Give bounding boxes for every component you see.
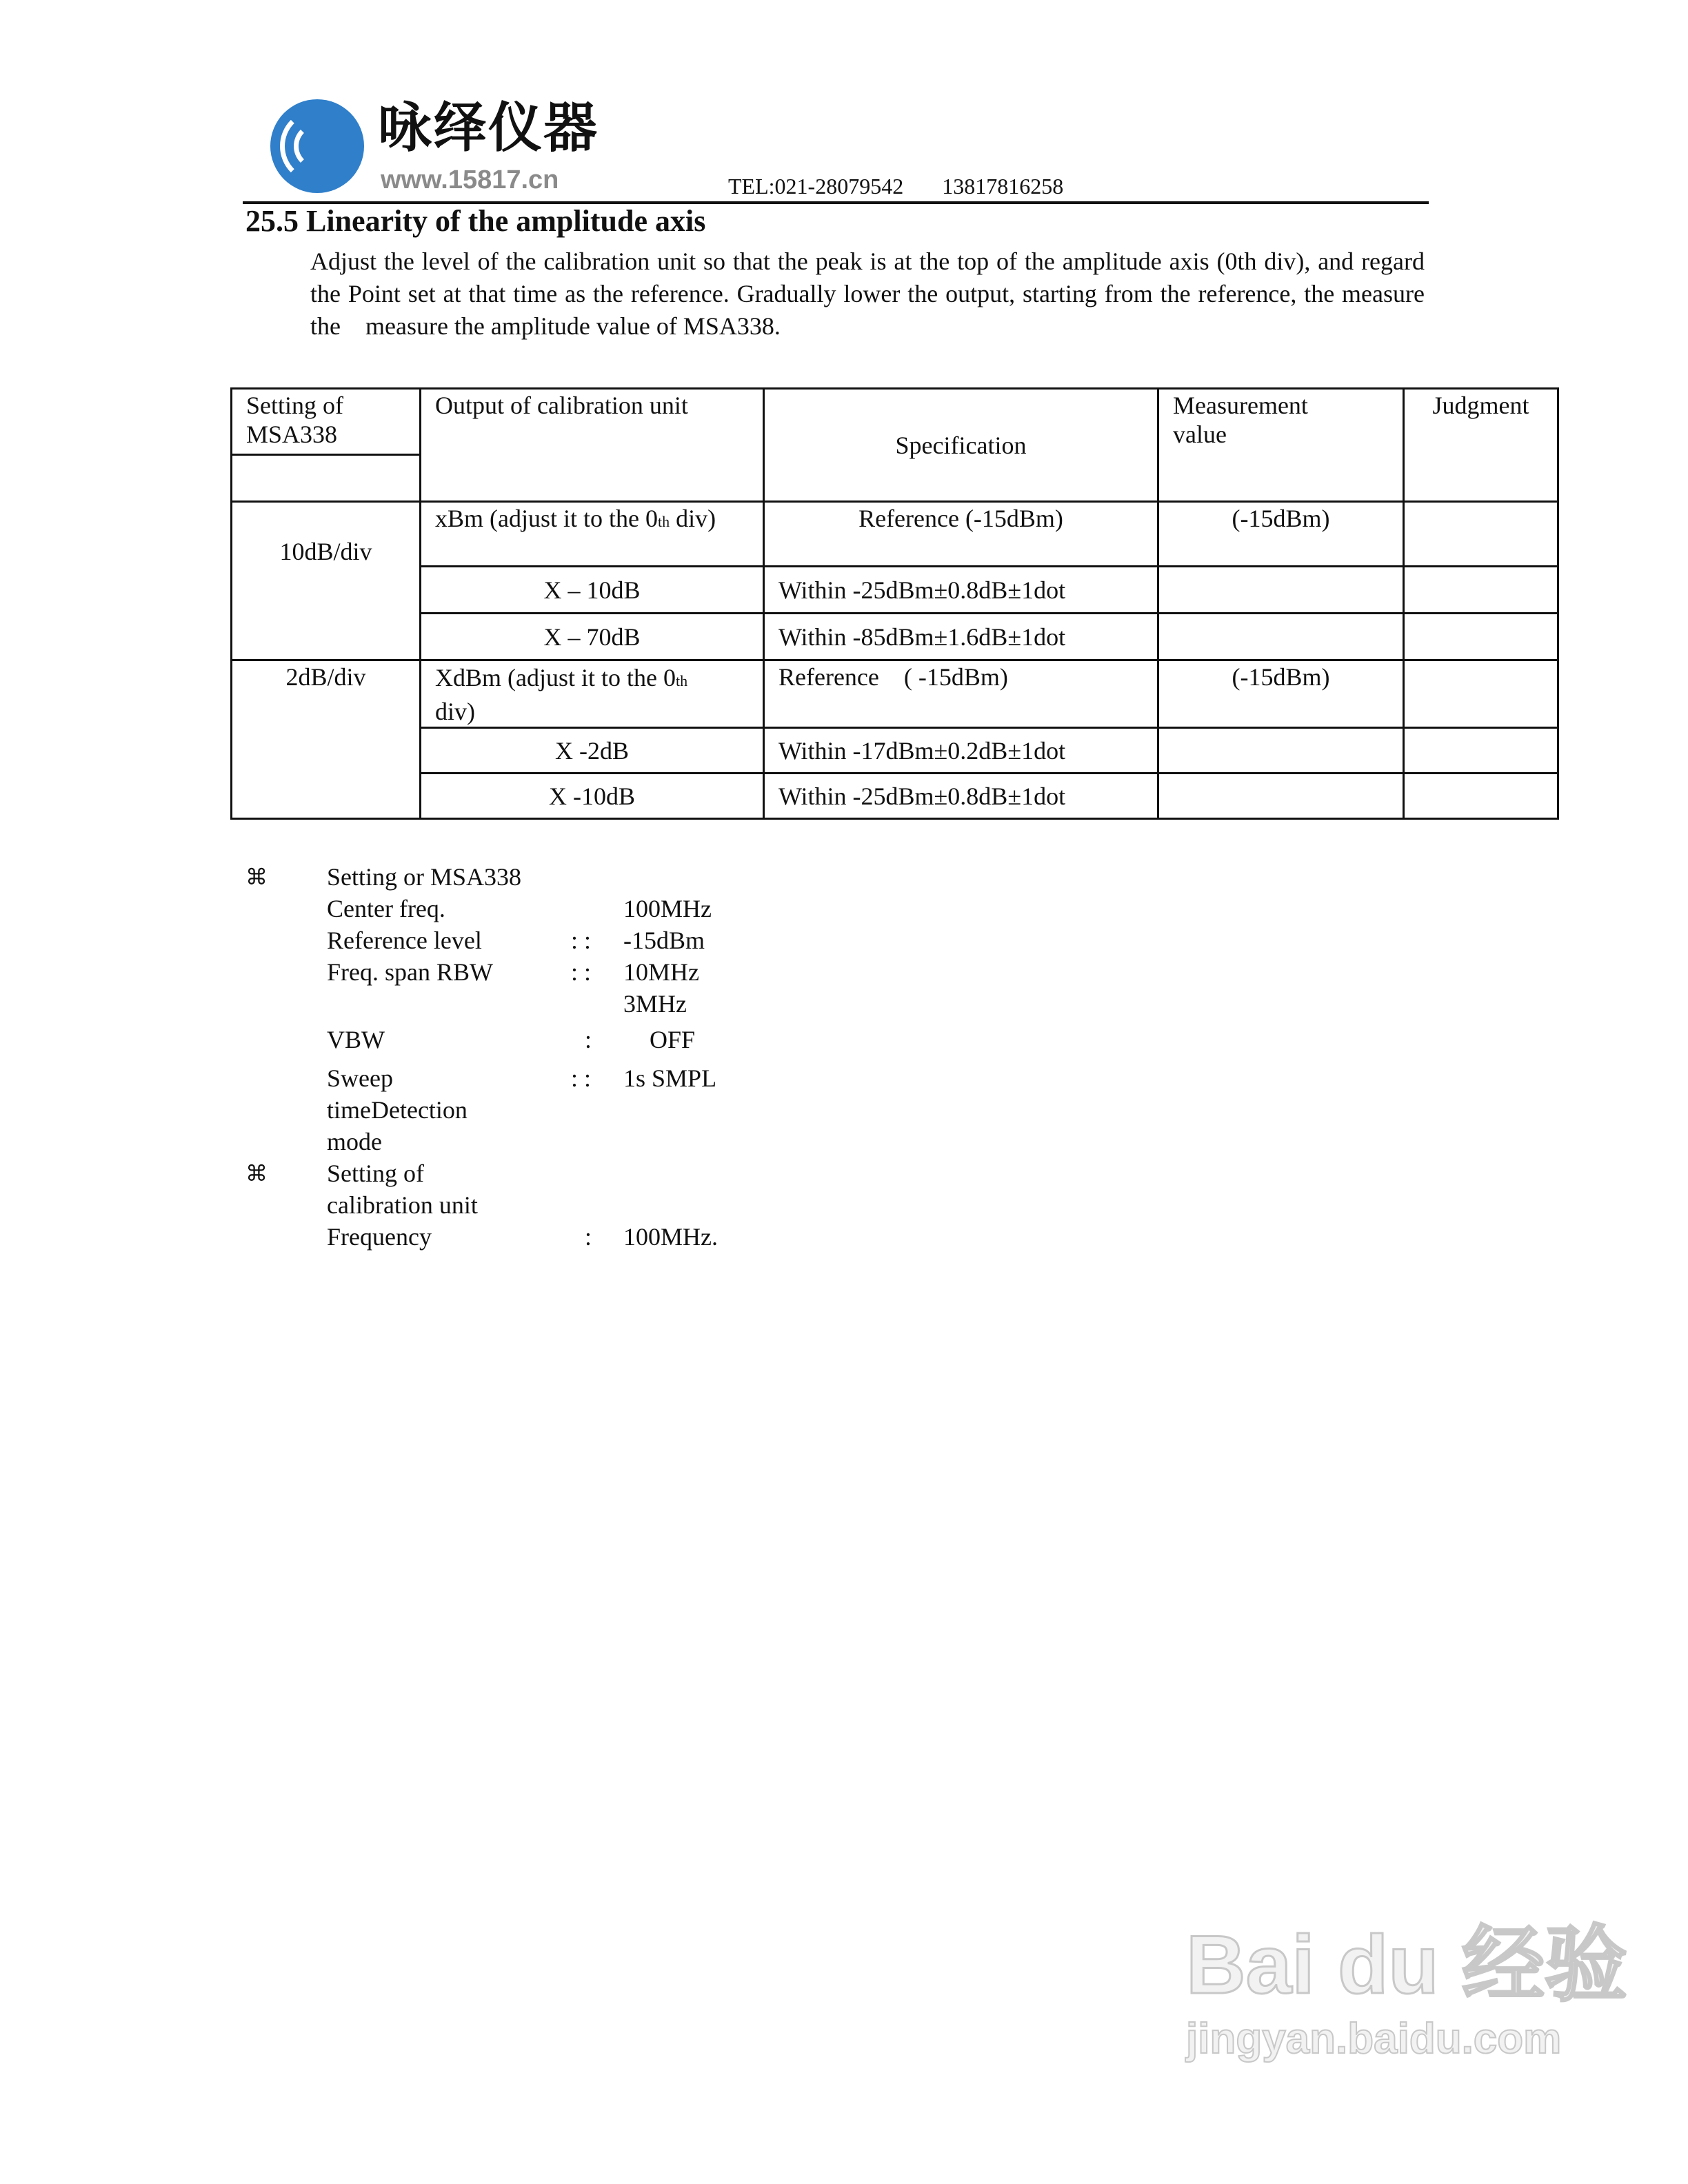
- note-sep: : :: [571, 1064, 592, 1092]
- baidu-watermark: [1186, 1917, 1627, 2065]
- note-value: -15dBm: [623, 927, 705, 954]
- watermark-url: jingyan.baidu.com: [1186, 2015, 1562, 2063]
- calibration-settings-title-2: calibration unit: [327, 1191, 478, 1219]
- header-empty-cell: [232, 455, 421, 502]
- msa-settings-title: Setting or MSA338: [327, 863, 522, 891]
- logo-icon: [270, 99, 364, 193]
- note-label: Sweep: [327, 1064, 393, 1092]
- judgment-cell: [1404, 774, 1558, 819]
- table-row: [232, 660, 1558, 728]
- watermark-brand: Bai du 经验: [1186, 1919, 1628, 2011]
- section-title: 25.5 Linearity of the amplitude axis: [245, 204, 706, 238]
- measurement-cell: [1158, 614, 1404, 660]
- output-cell: xBm (adjust it to the 0th div): [421, 502, 764, 567]
- table-row: [232, 774, 1558, 819]
- spec-cell: Within -85dBm±1.6dB±1dot: [764, 614, 1158, 660]
- note-label: Freq. span RBW: [327, 958, 493, 986]
- setting-cell: 10dB/div: [232, 502, 421, 660]
- note-value: OFF: [650, 1026, 696, 1053]
- judgment-cell: [1404, 567, 1558, 614]
- measurement-cell: [1158, 567, 1404, 614]
- spec-cell: Within -17dBm±0.2dB±1dot: [764, 728, 1158, 774]
- note-value: 100MHz: [623, 895, 712, 922]
- header-spec: Specification: [764, 389, 1158, 502]
- note-sep: :: [585, 1026, 592, 1053]
- mobile: 13817816258: [942, 174, 1064, 199]
- note-value: 3MHz: [623, 990, 687, 1018]
- table-row: [232, 728, 1558, 774]
- logo-url: www.15817.cn: [381, 165, 559, 194]
- measurement-cell: (-15dBm): [1158, 502, 1404, 567]
- note-value: 1s SMPL: [623, 1064, 717, 1092]
- note-value: 10MHz: [623, 958, 699, 986]
- command-bullet-icon: ⌘: [245, 1160, 268, 1186]
- note-label: Reference level: [327, 927, 482, 954]
- output-cell: X -10dB: [421, 774, 764, 819]
- output-cell: X – 10dB: [421, 567, 764, 614]
- logo-text: 咏绎仪器: [378, 97, 599, 159]
- note-label: Center freq.: [327, 895, 445, 922]
- tel: TEL:021-28079542: [728, 174, 904, 199]
- header-output: Output of calibration unit: [421, 389, 764, 502]
- spec-cell: Within -25dBm±0.8dB±1dot: [764, 774, 1158, 819]
- header-contact: [728, 174, 1063, 199]
- measurement-cell: [1158, 774, 1404, 819]
- note-sep: : :: [571, 958, 592, 986]
- note-sep: :: [585, 1223, 592, 1251]
- judgment-cell: [1404, 728, 1558, 774]
- measurement-cell: [1158, 728, 1404, 774]
- header-measurement: Measurement value: [1158, 389, 1404, 502]
- spec-cell: Within -25dBm±0.8dB±1dot: [764, 567, 1158, 614]
- table-header-row: [232, 389, 1558, 455]
- section-paragraph: Adjust the level of the calibration unit so that the peak is at the top of the amplitude axis (0th div), and regard the Point set at that time as the reference. Gradually lower the output, starting from the reference, the measure the measure the amplitude value of MSA338.: [310, 247, 1431, 340]
- judgment-cell: [1404, 502, 1558, 567]
- note-label: VBW: [327, 1026, 385, 1053]
- header-judgment: Judgment: [1404, 389, 1558, 502]
- note-label: Frequency: [327, 1223, 432, 1251]
- spec-cell: Reference ( -15dBm): [764, 660, 1158, 728]
- note-value: 100MHz.: [623, 1223, 718, 1251]
- table-row: [232, 567, 1558, 614]
- measurement-cell: (-15dBm): [1158, 660, 1404, 728]
- calibration-settings-title: Setting of: [327, 1160, 424, 1187]
- output-cell: X -2dB: [421, 728, 764, 774]
- note-label: timeDetection: [327, 1096, 468, 1124]
- linearity-table: [230, 387, 1559, 820]
- judgment-cell: [1404, 614, 1558, 660]
- output-cell: XdBm (adjust it to the 0th div): [421, 660, 764, 728]
- table-row: [232, 614, 1558, 660]
- table-row: [232, 502, 1558, 567]
- command-bullet-icon: ⌘: [245, 864, 268, 890]
- note-sep: : :: [571, 927, 592, 954]
- judgment-cell: [1404, 660, 1558, 728]
- setting-cell: 2dB/div: [232, 660, 421, 819]
- note-label: mode: [327, 1128, 382, 1155]
- spec-cell: Reference (-15dBm): [764, 502, 1158, 567]
- header-setting: Setting of MSA338: [232, 389, 421, 455]
- output-cell: X – 70dB: [421, 614, 764, 660]
